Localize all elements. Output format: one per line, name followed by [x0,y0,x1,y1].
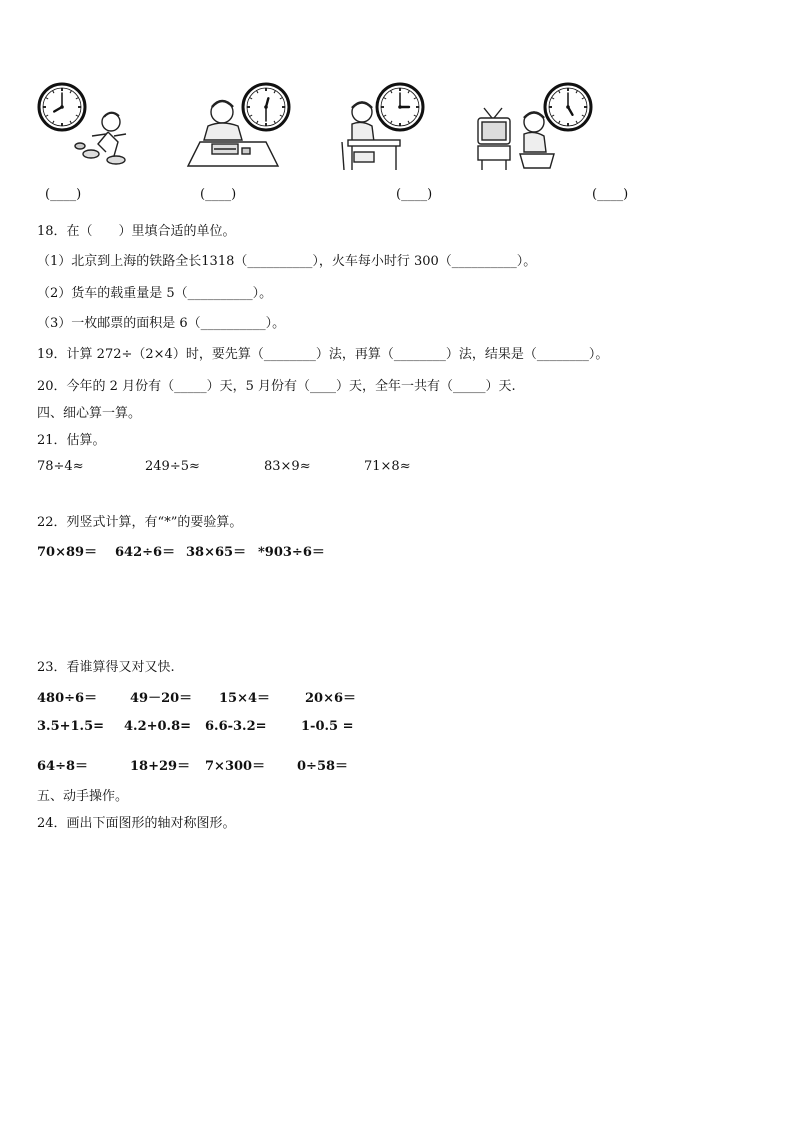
clock-face-2 [243,84,289,130]
q18-title: 18．在（ ）里填合适的单位。 [37,224,236,239]
section-4-title: 四、细心算一算。 [37,406,142,421]
q21-item-2: 249÷5≈ [145,459,200,474]
q17-blank-1[interactable]: (____) [45,187,82,202]
q22-title: 22．列竖式计算，有“*”的要验算。 [37,515,243,530]
q22-item-2: 642÷6＝ [115,545,176,560]
boy-at-desk-illustration [184,82,292,172]
clock-face-3 [377,84,423,130]
q23-r3-c2: 18+29＝ [130,759,191,774]
scene-boy-writing [340,82,430,172]
clock-face-1 [39,84,85,130]
boy-watching-tv-illustration [472,82,596,172]
q23-r3-c1: 64÷8＝ [37,759,89,774]
q24-title: 24．画出下面图形的轴对称图形。 [37,816,236,831]
running-boy-figure [75,113,126,164]
q23-r1-c3: 15×4＝ [219,691,271,706]
tv-figure [478,108,510,170]
section-5-title: 五、动手操作。 [37,789,129,804]
q22-item-3: 38×65＝ [186,545,247,560]
boy-writing-illustration [340,82,430,172]
q21-item-4: 71×8≈ [364,459,411,474]
q23-r1-c4: 20×6＝ [305,691,357,706]
clock-face-4 [545,84,591,130]
q22-item-1: 70×89＝ [37,545,98,560]
running-boy-illustration [36,82,156,172]
q23-r3-c4: 0÷58＝ [297,759,349,774]
q17-blank-2[interactable]: (____) [200,187,237,202]
q23-title: 23．看谁算得又对又快. [37,660,175,675]
scene-boy-at-desk [184,82,292,172]
q21-item-1: 78÷4≈ [37,459,84,474]
q18-item-2: （2）货车的载重量是 5（__________）。 [37,286,273,301]
scene-boy-watching-tv [472,82,596,172]
q23-r2-c4: 1-0.5 = [301,719,354,734]
q18-item-1: （1）北京到上海的铁路全长1318（__________），火车每小时行 300（__________）。 [37,254,537,269]
q23-r3-c3: 7×300＝ [205,759,266,774]
q23-r1-c2: 49－20＝ [130,691,193,706]
q23-r2-c2: 4.2+0.8= [124,719,192,734]
q19-text: 19．计算 272÷（2×4）时，要先算（________）法，再算（________）法，结果是（________）。 [37,347,609,362]
q20-text: 20．今年的 2 月份有（_____）天，5 月份有（____）天，全年一共有（_____）天. [37,379,516,394]
q23-r1-c1: 480÷6＝ [37,691,98,706]
q23-r2-c3: 6.6-3.2= [205,719,267,734]
q17-blank-3[interactable]: (____) [396,187,433,202]
q23-r2-c1: 3.5+1.5= [37,719,105,734]
q18-item-3: （3）一枚邮票的面积是 6（__________）。 [37,316,286,331]
q21-title: 21．估算。 [37,433,106,448]
scene-running-boy [36,82,156,172]
q22-item-4: *903÷6＝ [258,545,325,560]
q17-blank-4[interactable]: (____) [592,187,629,202]
q21-item-3: 83×9≈ [264,459,311,474]
